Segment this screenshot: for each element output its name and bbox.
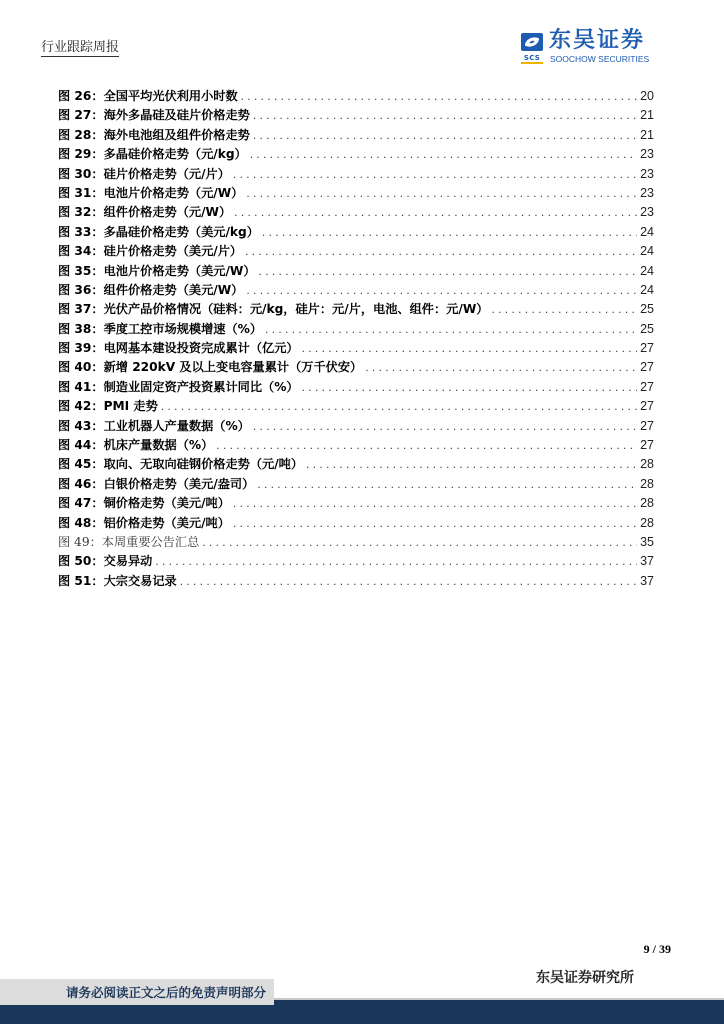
dot-leader: [491, 300, 637, 319]
logo-english-name: SOOCHOW SECURITIES: [550, 54, 650, 64]
toc-entry-label: 图 47：铜价格走势（美元/吨）: [58, 496, 230, 511]
toc-entry-page: 21: [640, 127, 654, 142]
toc-entry-label: 图 50：交易异动: [58, 554, 153, 569]
toc-entry-label: 图 39：电网基本建设投资完成累计（亿元）: [58, 341, 299, 356]
toc-entry-page: 27: [640, 418, 654, 433]
toc-entry-label: 图 51：大宗交易记录: [58, 573, 177, 588]
toc-entry-label: 图 32：组件价格走势（元/W）: [58, 205, 232, 220]
toc-entry[interactable]: [58, 378, 654, 397]
toc-entry-label: 图 46：白银价格走势（美元/盎司）: [58, 476, 255, 491]
toc-entry-page: 24: [640, 224, 654, 239]
logo-chinese-name: 东吴证券: [549, 28, 646, 53]
toc-entry-label: 图 29：多晶硅价格走势（元/kg）: [58, 147, 247, 162]
dot-leader: [245, 242, 637, 261]
report-type-title: 行业跟踪周报: [41, 36, 119, 57]
dot-leader: [257, 475, 637, 494]
toc-entry-label: 图 48：铝价格走势（美元/吨）: [58, 515, 230, 530]
toc-entry-label: 图 43：工业机器人产量数据（%）: [58, 418, 250, 433]
toc-entry-page: 35: [640, 534, 654, 549]
dot-leader: [302, 339, 638, 358]
toc-entry[interactable]: [58, 358, 654, 377]
toc-entry[interactable]: [58, 436, 654, 455]
dot-leader: [161, 397, 637, 416]
toc-entry-label: 图 36：组件价格走势（美元/W）: [58, 282, 244, 297]
toc-entry-page: 24: [640, 244, 654, 259]
dot-leader: [253, 126, 637, 145]
toc-entry-page: 27: [640, 399, 654, 414]
toc-entry-page: 28: [640, 515, 654, 530]
dot-leader: [253, 417, 637, 436]
toc-entry[interactable]: [58, 572, 654, 591]
dot-leader: [233, 514, 637, 533]
toc-entry-label: 图 27：海外多晶硅及硅片价格走势: [58, 108, 250, 123]
toc-entry[interactable]: [58, 475, 654, 494]
toc-entry[interactable]: [58, 494, 654, 513]
dot-leader: [302, 378, 637, 397]
toc-entry[interactable]: [58, 223, 654, 242]
scs-logo-mark-icon: [521, 33, 543, 51]
logo-abbreviation: SCS: [521, 54, 543, 64]
toc-entry-page: 23: [640, 185, 654, 200]
toc-entry-page: 23: [640, 205, 654, 220]
company-logo: [521, 28, 671, 65]
toc-entry-label: 图 33：多晶硅价格走势（美元/kg）: [58, 224, 259, 239]
toc-entry[interactable]: [58, 165, 654, 184]
toc-entry[interactable]: [58, 262, 654, 281]
toc-entry[interactable]: [58, 242, 654, 261]
toc-entry-label: 图 41：制造业固定资产投资累计同比（%）: [58, 379, 299, 394]
dot-leader: [365, 358, 637, 377]
toc-entry-page: 27: [640, 360, 654, 375]
toc-entry-page: 23: [640, 147, 654, 162]
toc-entry[interactable]: [58, 397, 654, 416]
toc-entry-page: 23: [640, 166, 654, 181]
toc-entry-label: 图 44：机床产量数据（%）: [58, 438, 214, 453]
toc-entry-label: 图 26：全国平均光伏利用小时数: [58, 89, 238, 103]
disclaimer-text: 请务必阅读正文之后的免责声明部分: [65, 985, 266, 1000]
toc-entry-label: 图 42：PMI 走势: [58, 399, 158, 414]
toc-entry-label: 图 34：硅片价格走势（美元/片）: [58, 244, 243, 259]
toc-entry[interactable]: [58, 300, 654, 319]
toc-entry-page: 28: [640, 457, 654, 472]
toc-entry[interactable]: [58, 281, 654, 300]
dot-leader: [262, 223, 637, 242]
dot-leader: [234, 203, 637, 222]
toc-entry-page: 27: [640, 379, 654, 394]
toc-entry-label: 图 30：硅片价格走势（元/片）: [58, 166, 230, 181]
dot-leader: [155, 552, 637, 571]
toc-entry[interactable]: [58, 320, 654, 339]
toc-entry[interactable]: [58, 203, 654, 222]
dot-leader: [216, 436, 637, 455]
toc-entry[interactable]: [58, 339, 654, 358]
figure-table-of-contents: [58, 87, 654, 591]
dot-leader: [259, 262, 638, 281]
toc-entry[interactable]: [58, 106, 654, 125]
toc-entry[interactable]: [58, 552, 654, 571]
toc-entry[interactable]: [58, 533, 654, 552]
toc-entry-label: 图 35：电池片价格走势（美元/W）: [58, 263, 256, 278]
footer-organization: 东吴证券研究所: [536, 970, 634, 986]
toc-entry-page: 37: [640, 554, 654, 569]
dot-leader: [246, 281, 637, 300]
toc-entry-page: 24: [640, 282, 654, 297]
toc-entry[interactable]: [58, 184, 654, 203]
toc-entry[interactable]: [58, 126, 654, 145]
toc-entry[interactable]: [58, 87, 654, 106]
toc-entry-label: 图 38：季度工控市场规模增速（%）: [58, 321, 263, 336]
toc-entry-page: 25: [640, 302, 654, 317]
page-number: 9 / 39: [643, 942, 671, 956]
toc-entry-page: 25: [640, 321, 654, 336]
toc-entry-page: 27: [640, 341, 654, 356]
toc-entry-page: 20: [640, 89, 654, 103]
dot-leader: [202, 533, 637, 552]
toc-entry-label: 图 28：海外电池组及组件价格走势: [58, 127, 250, 142]
dot-leader: [241, 87, 637, 106]
toc-entry-label: 图 31：电池片价格走势（元/W）: [58, 185, 244, 200]
toc-entry[interactable]: [58, 514, 654, 533]
dot-leader: [253, 106, 637, 125]
toc-entry[interactable]: [58, 145, 654, 164]
toc-entry-label: 图 45：取向、无取向硅钢价格走势（元/吨）: [58, 457, 304, 472]
toc-entry-page: 24: [640, 263, 654, 278]
toc-entry[interactable]: [58, 455, 654, 474]
toc-entry-page: 28: [640, 476, 654, 491]
toc-entry-label: 图 49：本周重要公告汇总: [58, 534, 200, 549]
dot-leader: [233, 494, 637, 513]
dot-leader: [250, 145, 637, 164]
dot-leader: [306, 455, 637, 474]
toc-entry-page: 27: [640, 438, 654, 453]
toc-entry-page: 37: [640, 573, 654, 588]
toc-entry-label: 图 37：光伏产品价格情况（硅料：元/kg，硅片：元/片，电池、组件：元/W）: [58, 302, 489, 317]
disclaimer-box: [0, 979, 274, 1005]
dot-leader: [180, 572, 637, 591]
toc-entry-page: 21: [640, 108, 654, 123]
dot-leader: [265, 320, 637, 339]
toc-entry[interactable]: [58, 417, 654, 436]
toc-entry-page: 28: [640, 496, 654, 511]
dot-leader: [246, 184, 637, 203]
dot-leader: [233, 165, 637, 184]
toc-entry-label: 图 40：新增 220kV 及以上变电容量累计（万千伏安）: [58, 360, 363, 375]
